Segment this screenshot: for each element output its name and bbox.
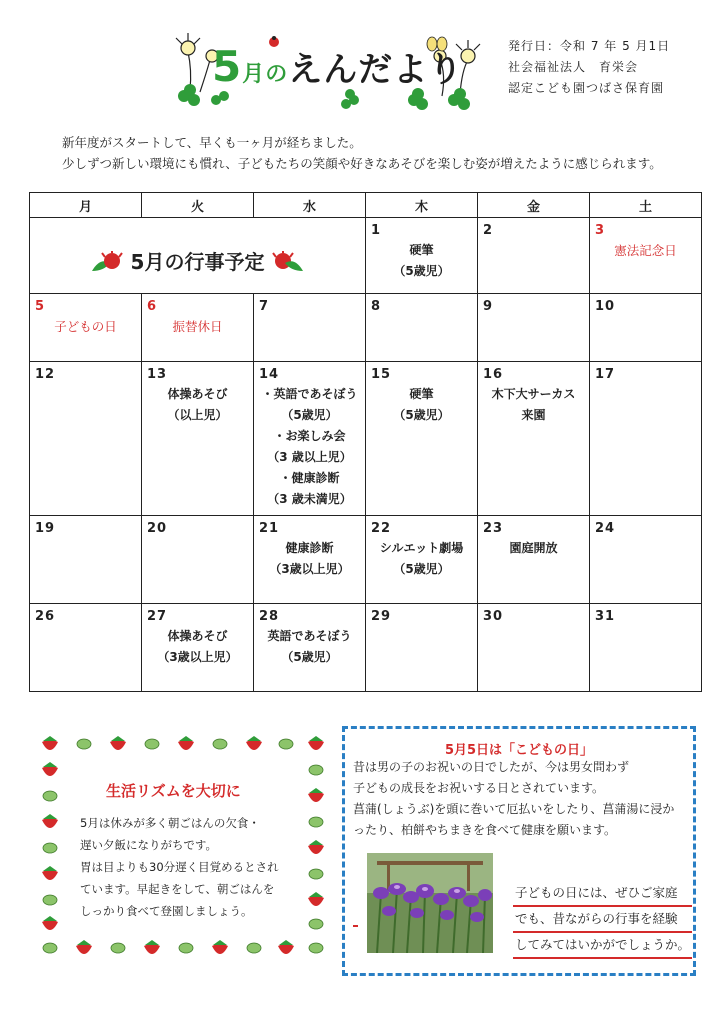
day-number: 26 <box>35 609 56 624</box>
day-cell <box>590 362 702 516</box>
event-title-text: 5月の行事予定 <box>130 250 265 274</box>
day-number: 9 <box>483 299 494 314</box>
strawberry-icon <box>76 940 92 954</box>
day-event-line: （5歳児） <box>393 264 450 278</box>
strawberry-icon <box>42 814 58 828</box>
strawberry-icon <box>308 736 324 750</box>
day-cell <box>590 516 702 604</box>
title-main: えんだより <box>288 50 464 90</box>
day-event-line: 英語であそぼう <box>267 629 352 643</box>
strawberry-icon <box>308 788 324 802</box>
weekday-header-tue: 火 <box>142 193 254 218</box>
day-event-line: シルエット劇場 <box>379 541 464 555</box>
day-cell <box>590 218 702 294</box>
day-cell <box>478 218 590 294</box>
day-cell <box>478 362 590 516</box>
intro-text <box>62 132 662 174</box>
day-events <box>478 384 589 426</box>
strawberry-icon <box>308 840 324 854</box>
life-rhythm-line: 胃は目よりも30分遅く目覚めるとされ <box>80 860 279 874</box>
intro-line: 新年度がスタートして、早くも一ヶ月が経ちました。 <box>62 135 362 150</box>
childrens-day-heading: 5月5日は「こどもの日」 <box>444 743 594 758</box>
day-cell <box>478 294 590 362</box>
life-rhythm-body <box>80 812 279 922</box>
childrens-day-box <box>342 726 696 976</box>
day-events <box>590 240 701 261</box>
day-number: 15 <box>371 367 392 382</box>
day-number: 6 <box>147 299 158 314</box>
day-cell <box>590 294 702 362</box>
day-number: 20 <box>147 521 168 536</box>
day-cell <box>366 604 478 692</box>
day-events <box>366 240 477 282</box>
day-number: 30 <box>483 609 504 624</box>
childrens-day-line: 子どもの成長をお祝いする日とされています。 <box>353 781 605 795</box>
leaf-icon <box>309 869 323 879</box>
day-event-line: ・お楽しみ会 <box>273 429 346 443</box>
strawberry-icon <box>278 940 294 954</box>
day-event-line: （5歳児） <box>393 408 450 422</box>
day-cell <box>254 294 366 362</box>
day-cell <box>254 516 366 604</box>
life-rhythm-line: ています。早起きをして、朝ごはんを <box>80 882 275 896</box>
iris-flowers-photo <box>367 853 493 953</box>
day-number: 17 <box>595 367 616 382</box>
day-cell <box>142 604 254 692</box>
childrens-day-note-line: してみてはいかがでしょうか。 <box>513 933 692 959</box>
leaf-icon <box>77 739 91 749</box>
organization-name: 社会福祉法人 育栄会 <box>508 60 639 74</box>
event-calendar <box>29 192 702 692</box>
day-event-line: 振替休日 <box>172 319 223 334</box>
day-event-line: ・英語であそぼう <box>261 387 358 401</box>
day-event-line: 来園 <box>521 408 546 422</box>
leaf-icon <box>111 943 125 953</box>
day-number: 23 <box>483 521 504 536</box>
day-events <box>142 316 253 337</box>
day-number: 8 <box>371 299 382 314</box>
day-event-line: 体操あそび <box>167 387 228 401</box>
strawberry-icon <box>42 916 58 930</box>
day-event-line: （5歳児） <box>281 408 338 422</box>
weekday-header-sat: 土 <box>590 193 702 218</box>
day-events <box>254 626 365 668</box>
life-rhythm-heading: 生活リズムを大切に <box>106 782 241 800</box>
day-number: 3 <box>595 223 606 238</box>
leaf-icon <box>43 791 57 801</box>
leaf-icon <box>309 943 323 953</box>
weekday-header-thu: 木 <box>366 193 478 218</box>
day-events <box>142 626 253 668</box>
leaf-icon <box>43 895 57 905</box>
day-number: 21 <box>259 521 280 536</box>
day-cell <box>254 604 366 692</box>
day-number: 27 <box>147 609 168 624</box>
nursery-name: 認定こども園つばさ保育園 <box>508 81 665 95</box>
strawberry-icon <box>144 940 160 954</box>
leaf-icon <box>309 919 323 929</box>
day-events <box>366 538 477 580</box>
childrens-day-note <box>513 881 692 959</box>
day-event-line: 木下大サーカス <box>491 387 576 401</box>
day-event-line: （3 歳未満児） <box>267 492 352 506</box>
issue-date: 発行日：令和 7 年 5 月1日 <box>508 39 671 53</box>
strawberry-icon <box>178 736 194 750</box>
leaf-icon <box>279 739 293 749</box>
day-event-line: （5歳児） <box>281 650 338 664</box>
day-events <box>366 384 477 426</box>
strawberry-icon <box>308 892 324 906</box>
day-event-line: 硬筆 <box>409 387 434 401</box>
strawberry-icon <box>42 866 58 880</box>
day-number: 7 <box>259 299 270 314</box>
day-event-line: 園庭開放 <box>509 541 558 555</box>
leaf-icon <box>43 943 57 953</box>
day-number: 13 <box>147 367 168 382</box>
carnation-icon <box>90 251 124 277</box>
day-events <box>30 316 141 337</box>
day-event-line: ・健康診断 <box>279 471 340 485</box>
day-cell <box>142 362 254 516</box>
day-events <box>254 538 365 580</box>
day-cell <box>366 294 478 362</box>
day-event-line: （3歳以上児） <box>157 650 238 664</box>
strawberry-icon <box>110 736 126 750</box>
day-events <box>142 384 253 426</box>
day-event-line: 子どもの日 <box>54 319 117 334</box>
intro-line: 少しずつ新しい環境にも慣れ、子どもたちの笑顔や好きなあそびを楽しむ姿が増えたように感じられます。 <box>62 156 662 171</box>
leaf-icon <box>213 739 227 749</box>
strawberry-icon <box>42 736 58 750</box>
day-number: 19 <box>35 521 56 536</box>
newsletter-title <box>170 30 490 110</box>
childrens-day-note-line: 子どもの日には、ぜひご家庭 <box>513 881 692 907</box>
day-number: 28 <box>259 609 280 624</box>
life-rhythm-line: 遅い夕飯になりがちです。 <box>80 838 217 852</box>
carnation-icon <box>271 251 305 277</box>
childrens-day-note-line: でも、昔ながらの行事を経験 <box>513 907 692 933</box>
leaf-icon <box>179 943 193 953</box>
day-cell <box>142 516 254 604</box>
day-events <box>254 384 365 510</box>
leaf-icon <box>145 739 159 749</box>
day-cell <box>478 604 590 692</box>
day-number: 31 <box>595 609 616 624</box>
day-cell <box>366 516 478 604</box>
day-cell <box>590 604 702 692</box>
day-cell <box>30 604 142 692</box>
childrens-day-line: 菖蒲(しょうぶ)を頭に巻いて厄払いをしたり、菖蒲湯に浸か <box>353 802 675 816</box>
day-number: 16 <box>483 367 504 382</box>
childrens-day-line: ったり、柏餅やちまきを食べて健康を願います。 <box>353 823 617 837</box>
leaf-icon <box>247 943 261 953</box>
day-cell <box>142 294 254 362</box>
leaf-icon <box>309 765 323 775</box>
day-event-line: （3歳以上児） <box>269 562 350 576</box>
day-number: 22 <box>371 521 392 536</box>
day-event-line: 健康診断 <box>285 541 334 555</box>
weekday-header-mon: 月 <box>30 193 142 218</box>
weekday-header-wed: 水 <box>254 193 366 218</box>
life-rhythm-line: 5月は休みが多く朝ごはんの欠食・ <box>80 816 260 830</box>
day-cell <box>366 362 478 516</box>
issuer-info <box>508 36 670 99</box>
day-cell <box>30 362 142 516</box>
life-rhythm-box <box>36 730 332 962</box>
weekday-header-fri: 金 <box>478 193 590 218</box>
life-rhythm-line: しっかり食べて登園しましょう。 <box>80 904 253 918</box>
day-number: 5 <box>35 299 46 314</box>
day-event-line: （5歳児） <box>393 562 450 576</box>
day-event-line: （以上児） <box>167 408 228 422</box>
day-number: 14 <box>259 367 280 382</box>
childrens-day-line: 昔は男の子のお祝いの日でしたが、今は男女問わず <box>353 760 630 774</box>
day-cell <box>30 294 142 362</box>
leaf-icon <box>309 817 323 827</box>
strawberry-icon <box>246 736 262 750</box>
day-cell <box>478 516 590 604</box>
title-text <box>212 42 463 91</box>
strawberry-icon <box>212 940 228 954</box>
day-event-line: 憲法記念日 <box>614 243 677 258</box>
title-connector: 月の <box>242 62 289 87</box>
childrens-day-body <box>353 757 674 841</box>
day-number: 1 <box>371 223 382 238</box>
day-cell <box>254 362 366 516</box>
strawberry-icon <box>42 762 58 776</box>
day-number: 24 <box>595 521 616 536</box>
day-number: 12 <box>35 367 56 382</box>
day-cell <box>30 516 142 604</box>
title-month: 5 <box>212 42 243 91</box>
day-number: 29 <box>371 609 392 624</box>
day-event-line: 体操あそび <box>167 629 228 643</box>
leaf-icon <box>43 843 57 853</box>
day-number: 10 <box>595 299 616 314</box>
day-event-line: 硬筆 <box>409 243 434 257</box>
day-events <box>478 538 589 559</box>
red-mark <box>353 925 358 927</box>
event-title <box>30 246 365 277</box>
event-title-cell <box>30 218 366 294</box>
day-number: 2 <box>483 223 494 238</box>
day-cell <box>366 218 478 294</box>
day-event-line: （3 歳以上児） <box>267 450 352 464</box>
iris-photo-image <box>367 853 493 953</box>
